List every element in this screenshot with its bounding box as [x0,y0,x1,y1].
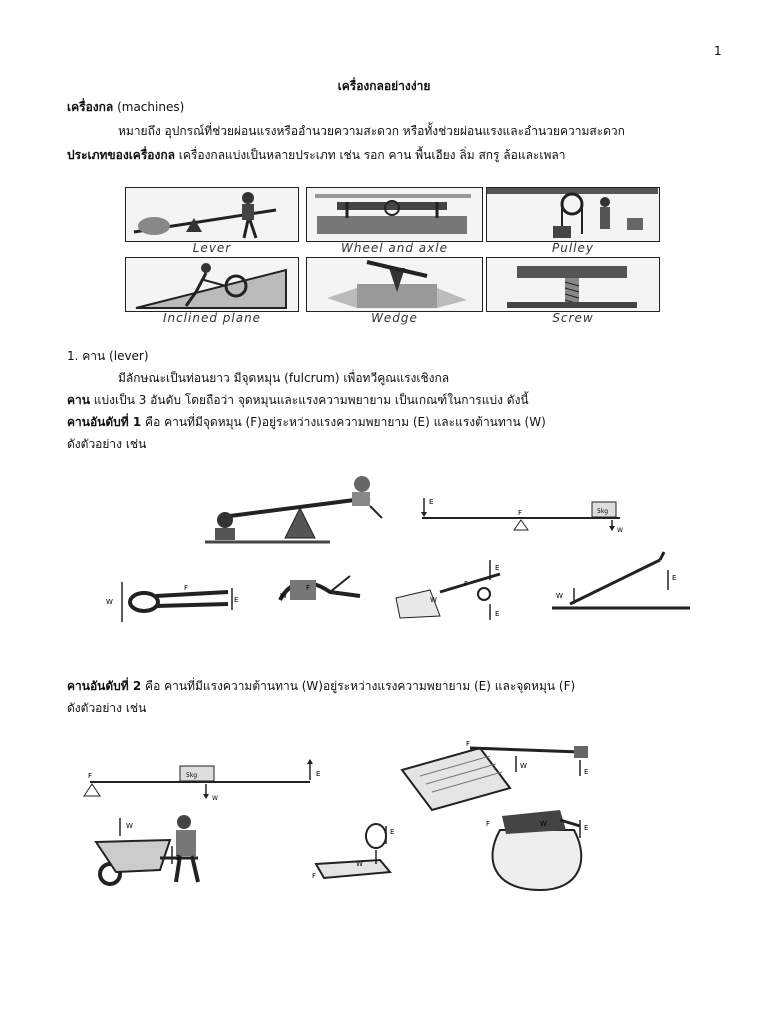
pulley-caption: Pulley [552,241,594,255]
class1-effort-label: E [429,498,434,506]
cutter-load-label: W [430,596,437,604]
wheel-axle-icon [307,188,481,240]
class2-example-label: ดังตัวอย่าง เช่น [67,701,147,715]
cutter-illustration [396,560,500,620]
class2-effort-label: E [316,770,321,778]
types-line [67,147,565,163]
pliers-load-label: W [106,598,113,606]
wheel-axle-caption: Wheel and axle [341,241,448,255]
class2-definition [67,678,575,694]
pliers-illustration [106,582,238,622]
nutcracker-illustration [486,810,588,890]
wheelbarrow-effort-label: E [176,854,181,862]
bottle-opener-load-label: W [356,860,363,868]
wedge-icon [307,258,481,310]
bottle-opener-illustration [312,824,394,880]
bottle-opener-effort-label: E [390,828,395,836]
page-title: เครื่องกลอย่างง่าย [337,79,431,93]
pulley-icon [487,188,658,240]
lever-picture [125,187,299,242]
pulley-picture [486,187,660,242]
wheelbarrow-illustration [96,815,198,884]
crowbar-effort-label: E [672,574,677,582]
bottle-opener-fulcrum-label: F [312,872,317,880]
nutcracker-fulcrum-label: F [486,820,491,828]
class1-mass-label: 5kg [597,508,609,515]
class1-text: คือ คานที่มีจุดหมุน (F)อยู่ระหว่างแรงความพยายาม (E) และแรงต้านทาน (W) [141,415,546,429]
scissors-illustration [280,576,360,600]
class2-fulcrum-label: F [88,772,93,780]
class1-figure [100,470,700,630]
pliers-effort-label: E [234,596,239,604]
lever-caption: Lever [192,241,232,255]
pliers-fulcrum-label: F [184,584,189,592]
class1-example-label: ดังตัวอย่าง เช่น [67,437,147,451]
wheel-axle-picture [306,187,483,242]
class1-label: คานอันดับที่ 1 [67,415,142,429]
paper-cutter-load-label: W [520,762,527,770]
paper-cutter-illustration [402,740,588,810]
cutter-effort-label: E [495,564,500,572]
class2-load-label: W [212,795,218,802]
class2-beam-diagram [84,759,320,802]
cutter-effort-label-2: E [495,610,500,618]
seesaw-illustration [205,476,382,542]
wedge-caption: Wedge [371,311,418,325]
machines-heading-en: (machines) [113,100,185,114]
class1-beam-diagram [421,498,623,534]
crowbar-illustration [552,552,690,608]
wedge-picture [306,257,483,312]
screw-picture [486,257,660,312]
lever-classification [67,392,529,408]
lever-heading: 1. คาน (lever) [67,349,149,363]
scissors-fulcrum-label: F [306,584,311,592]
machines-heading: เครื่องกล [67,100,114,114]
machine-types-figure [125,187,660,329]
machines-heading-line [67,99,184,115]
inclined-plane-icon [126,258,297,310]
class2-mass-label: 5kg [186,772,198,779]
machines-definition: หมายถึง อุปกรณ์ที่ช่วยผ่อนแรงหรืออำนวยความสะดวก หรือทั้งช่วยผ่อนแรงและอำนวยความสะดวก [118,124,625,138]
class2-figure [80,730,700,900]
screw-caption: Screw [552,311,594,325]
types-text: เครื่องกลแบ่งเป็นหลายประเภท เช่น รอก คาน พื้นเอียง ลิ่ม สกรู ล้อและเพลา [174,148,566,162]
page-number: 1 [714,44,722,58]
nutcracker-load-label: W [540,820,547,828]
lever-classification-text: แบ่งเป็น 3 อันดับ โดยถือว่า จุดหมุนและแรงความพยายาม เป็นเกณฑ์ในการแบ่ง ดังนี้ [89,393,529,407]
class1-definition [67,414,546,430]
nutcracker-effort-label: E [584,824,589,832]
lever-description: มีลักษณะเป็นท่อนยาว มีจุดหมุน (fulcrum) เพื่อทวีคูณแรงเชิงกล [118,371,450,385]
paper-cutter-effort-label: E [584,768,589,776]
class1-load-label: W [617,527,623,534]
class1-fulcrum-label: F [518,509,523,517]
cutter-fulcrum-label: F [464,580,469,588]
class2-text: คือ คานที่มีแรงความต้านทาน (W)อยู่ระหว่างแรงความพยายาม (E) และจุดหมุน (F) [141,679,576,693]
scissors-load-label: W [280,592,287,600]
wheelbarrow-load-label: W [126,822,133,830]
class2-label: คานอันดับที่ 2 [67,679,142,693]
lever-classification-label: คาน [67,393,90,407]
inclined-plane-picture [125,257,299,312]
inclined-plane-caption: Inclined plane [162,311,262,325]
screw-icon [487,258,658,310]
lever-icon [126,188,297,240]
paper-cutter-fulcrum-label: F [466,740,471,748]
crowbar-load-label: W [556,592,563,600]
types-heading: ประเภทของเครื่องกล [67,148,175,162]
